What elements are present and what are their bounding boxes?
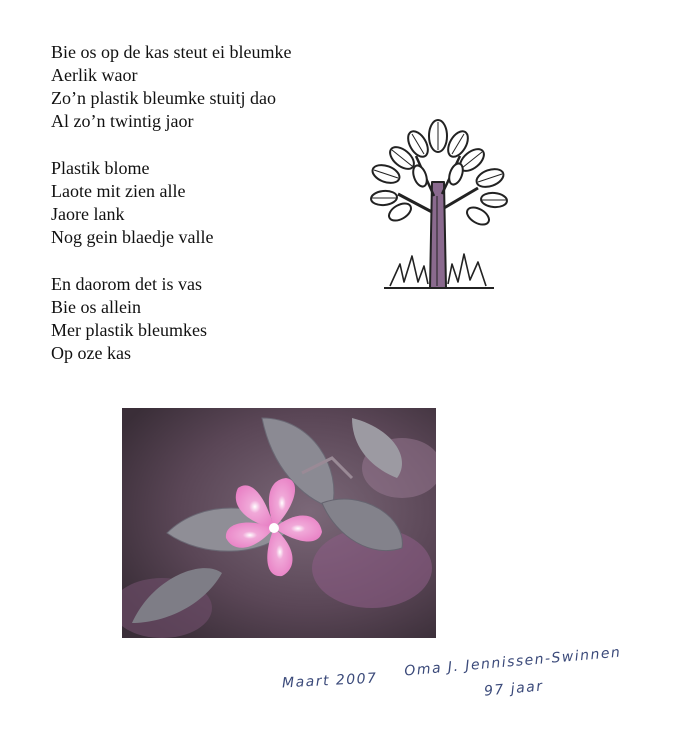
- poem-stanza-1: [51, 41, 371, 133]
- poem-line: Bie os allein: [51, 297, 141, 317]
- poem-line: Op oze kas: [51, 343, 131, 363]
- flower-photo: [122, 408, 436, 638]
- poem-line: Mer plastik bleumkes: [51, 320, 207, 340]
- handwritten-signature-name: Oma J. Jennissen-Swinnen: [403, 644, 622, 680]
- poem-stanza-2: [51, 157, 371, 249]
- poem-line: En daorom det is vas: [51, 274, 202, 294]
- poem-line: Jaore lank: [51, 204, 125, 224]
- poem-line: Laote mit zien alle: [51, 181, 186, 201]
- poem-line: Zo’n plastik bleumke stuitj dao: [51, 88, 276, 108]
- handwritten-date: Maart 2007: [281, 670, 378, 692]
- tree-icon: [360, 116, 516, 290]
- poem-line: Al zo’n twintig jaor: [51, 111, 194, 131]
- poem-line: Aerlik waor: [51, 65, 138, 85]
- poem-line: Bie os op de kas steut ei bleumke: [51, 42, 292, 62]
- poem-line: Nog gein blaedje valle: [51, 227, 214, 247]
- poem: [51, 41, 371, 389]
- handwritten-signature-age: 97 jaar: [483, 678, 545, 700]
- poem-stanza-3: [51, 273, 371, 365]
- poem-line: Plastik blome: [51, 158, 150, 178]
